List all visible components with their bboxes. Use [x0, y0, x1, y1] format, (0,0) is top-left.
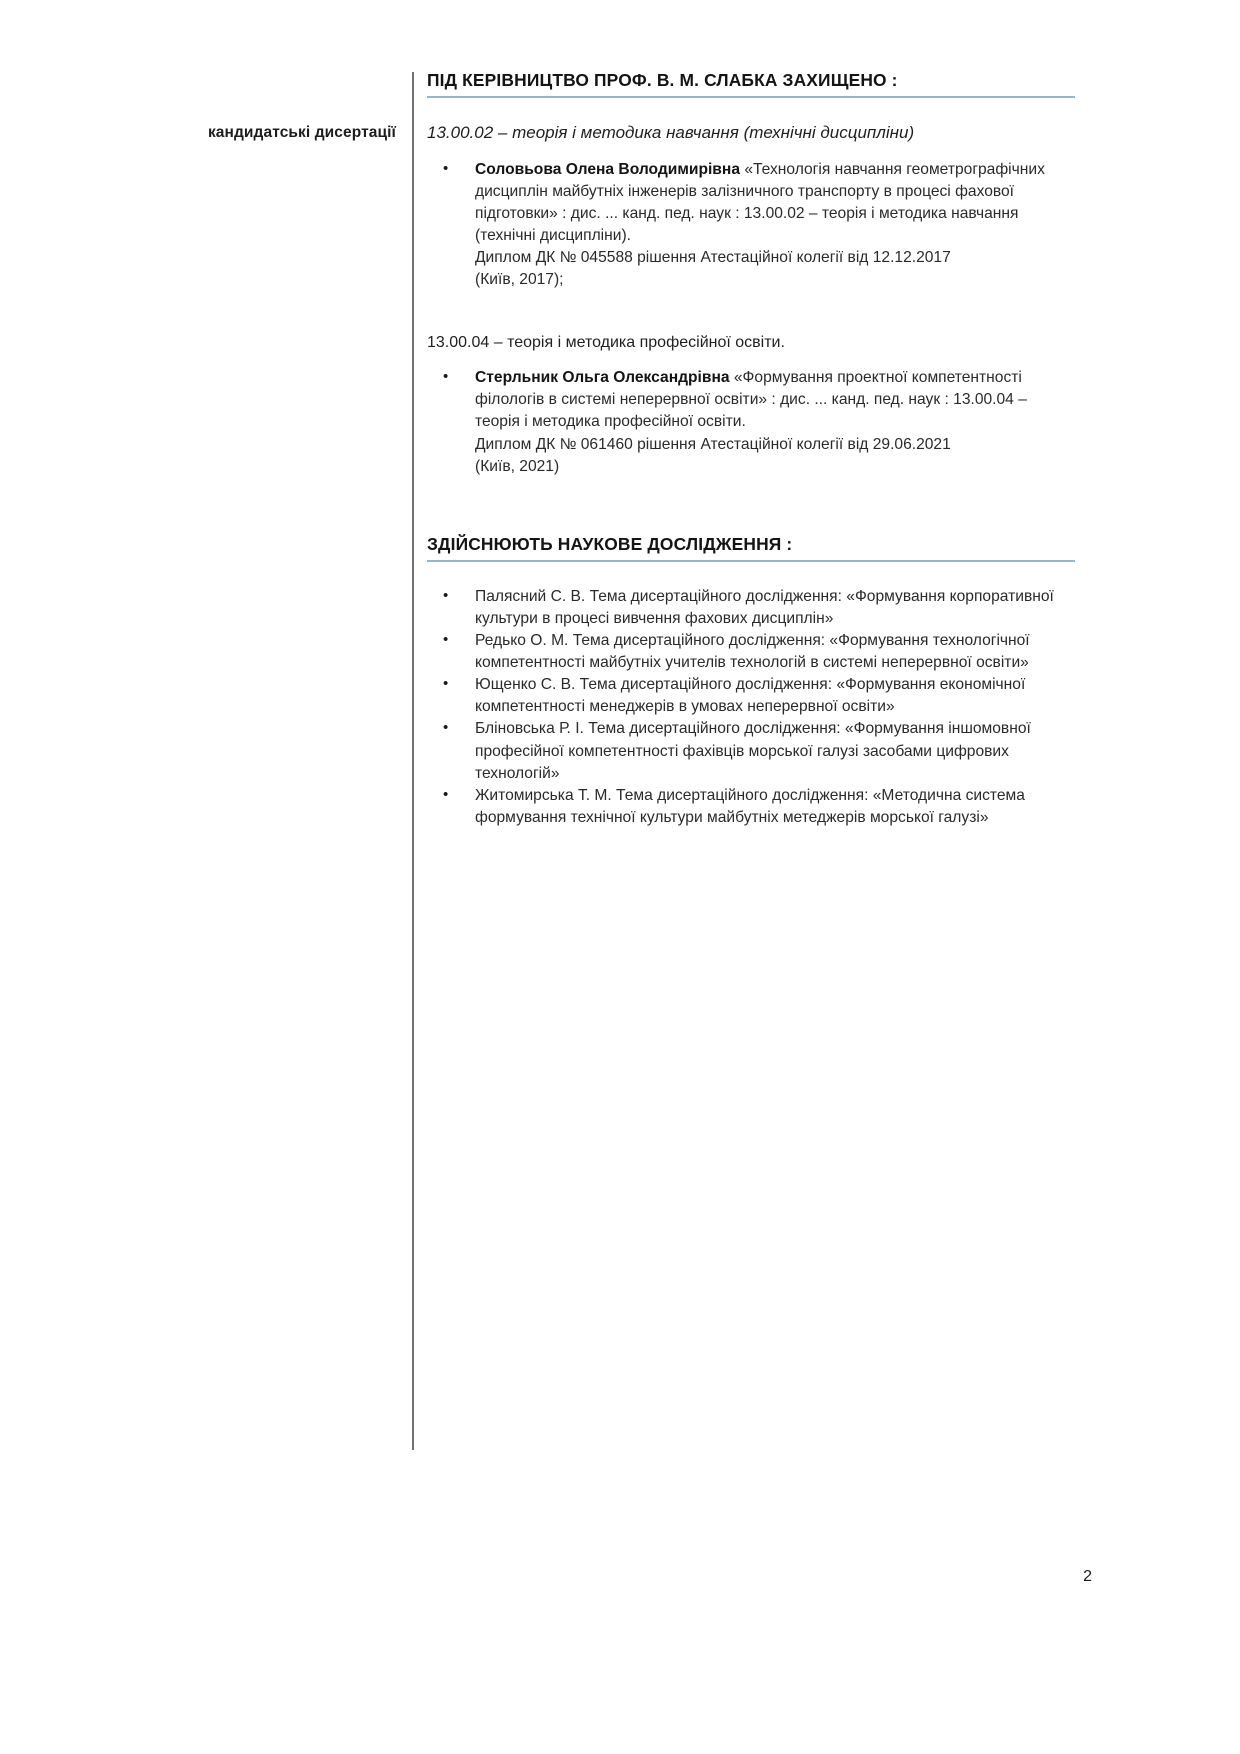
list-item — [427, 367, 1075, 478]
research-topic: Бліновська Р. І. Тема дисертаційного дослідження: «Формування іншомовної професійної компетентності фахівців морської галузі засобами цифрових технологій» — [475, 720, 1031, 782]
dissertation-body: «Технологія навчання геометрографічних дисциплін майбутніх інженерів залізничного транспорту в процесі фахової підготовки» : дис. ... канд. пед. наук : 13.00.02 – теорія і методика навчання (технічні дисципліни). — [475, 160, 1045, 245]
margin-note-dissertations: кандидатські дисертації — [207, 124, 396, 141]
list-item — [427, 159, 1075, 292]
research-topic: Редько О. М. Тема дисертаційного дослідження: «Формування технологічної компетентності майбутніх учителів технологій в системі неперервної освіти» — [475, 631, 1030, 671]
section-heading-ongoing-research: ЗДІЙСНЮЮТЬ НАУКОВЕ ДОСЛІДЖЕННЯ : — [427, 534, 1075, 562]
list-item — [427, 674, 1075, 718]
specialty-code-13-00-04: 13.00.04 – теорія і методика професійної освіти. — [427, 333, 785, 351]
list-item — [427, 586, 1075, 630]
research-topic: Житомирська Т. М. Тема дисертаційного дослідження: «Методична система формування технічної культури майбутніх метеджерів морської галузі» — [475, 786, 1025, 826]
place-year-line: (Київ, 2021) — [475, 457, 560, 475]
specialty-code-13-00-02: 13.00.02 – теорія і методика навчання (технічні дисципліни) — [427, 122, 915, 142]
dissertant-name: Стерльник Ольга Олександрівна — [475, 369, 730, 387]
place-year-line: (Київ, 2017); — [475, 271, 564, 289]
diploma-line: Диплом ДК № 045588 рішення Атестаційної колегії від 12.12.2017 — [475, 249, 951, 267]
list-item — [427, 718, 1075, 784]
defended-list-13-00-04 — [427, 367, 1075, 478]
section-heading-defended: ПІД КЕРІВНИЦТВО ПРОФ. В. М. СЛАБКА ЗАХИЩЕНО : — [427, 70, 1075, 98]
dissertation-body: «Формування проектної компетентності філологів в системі неперервної освіти» : дис. ... канд. пед. наук : 13.00.04 – теорія і методика професійної освіти. — [475, 369, 1027, 431]
list-item — [427, 630, 1075, 674]
margin-divider-rule — [412, 72, 414, 1450]
research-topic: Ющенко С. В. Тема дисертаційного дослідження: «Формування економічної компетентності менеджерів в умовах неперервної освіти» — [475, 676, 1026, 716]
ongoing-research-list — [427, 586, 1075, 830]
page-number: 2 — [1083, 1568, 1092, 1585]
research-topic: Палясний С. В. Тема дисертаційного дослідження: «Формування корпоративної культури в процесі вивчення фахових дисциплін» — [475, 587, 1054, 627]
diploma-line: Диплом ДК № 061460 рішення Атестаційної колегії від 29.06.2021 — [475, 435, 951, 453]
dissertant-name: Соловьова Олена Володимирівна — [475, 160, 740, 178]
main-content-column — [427, 70, 1075, 829]
list-item — [427, 785, 1075, 829]
defended-list-13-00-02 — [427, 159, 1075, 292]
